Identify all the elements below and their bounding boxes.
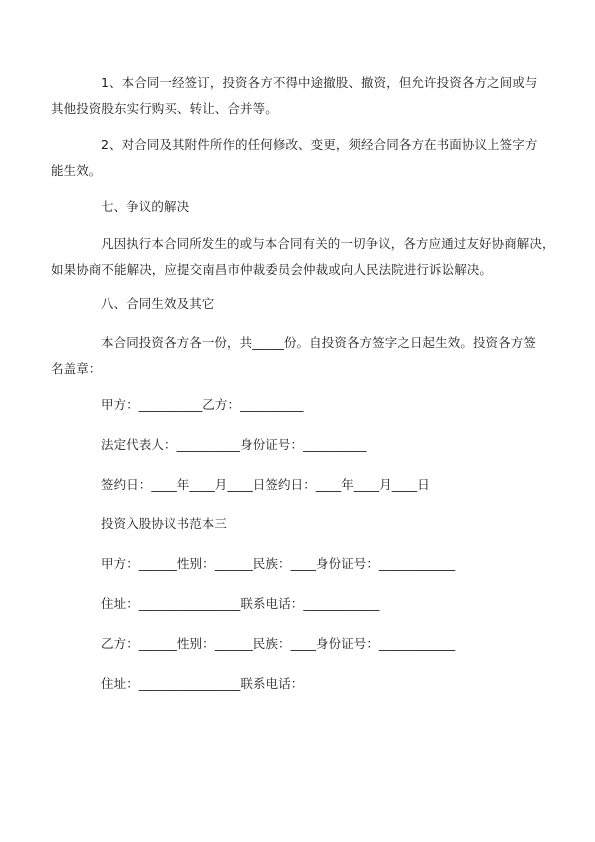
dispute-paragraph xyxy=(51,231,555,283)
text-line: 能生效。 xyxy=(51,163,102,178)
heading-text: 七、争议的解决 xyxy=(101,199,190,214)
heading-text: 八、合同生效及其它 xyxy=(101,296,215,311)
text-line: 乙方：______性别：______民族：____身份证号：____________ xyxy=(101,636,456,651)
heading-text: 投资入股协议书范本三 xyxy=(101,516,228,531)
template-3-title xyxy=(76,511,526,537)
text-line: 本合同投资各方各一份，共_____份。自投资各方签字之日起生效。投资各方签 xyxy=(101,335,536,350)
legal-representative-line xyxy=(76,432,526,458)
clause-2-paragraph xyxy=(51,132,538,184)
text-line: 如果协商不能解决，应提交南昌市仲裁委员会仲裁或向人民法院进行诉讼解决。 xyxy=(51,262,493,277)
text-line: 甲方：__________乙方：__________ xyxy=(101,397,304,412)
party-a-address-line xyxy=(76,591,526,617)
clause-1-paragraph xyxy=(51,70,538,122)
text-line: 1、本合同一经签订，投资各方不得中途撤股、撤资，但允许投资各方之间或与 xyxy=(101,75,538,90)
text-line: 甲方：______性别：______民族：____身份证号：____________ xyxy=(101,556,456,571)
text-line: 法定代表人：__________身份证号：__________ xyxy=(101,437,367,452)
text-line: 凡因执行本合同所发生的或与本合同有关的一切争议，各方应通过友好协商解决， xyxy=(101,236,555,251)
text-line: 名盖章： xyxy=(51,361,102,376)
section-8-heading xyxy=(76,291,526,317)
party-b-info-line xyxy=(76,631,526,657)
text-line: 住址：________________联系电话：____________ xyxy=(101,596,380,611)
text-line: 住址：________________联系电话： xyxy=(101,676,304,691)
effect-paragraph xyxy=(51,330,536,382)
party-signature-line xyxy=(76,392,526,418)
text-line: 其他投资股东实行购买、转让、合并等。 xyxy=(51,101,278,116)
signing-date-line xyxy=(76,472,526,498)
text-line: 签约日：____年____月____日签约日：____年____月____日 xyxy=(101,477,430,492)
party-a-info-line xyxy=(76,551,526,577)
section-7-heading xyxy=(76,194,526,220)
party-b-address-line xyxy=(76,671,526,697)
text-line: 2、对合同及其附件所作的任何修改、变更，须经合同各方在书面协议上签字方 xyxy=(101,137,538,152)
